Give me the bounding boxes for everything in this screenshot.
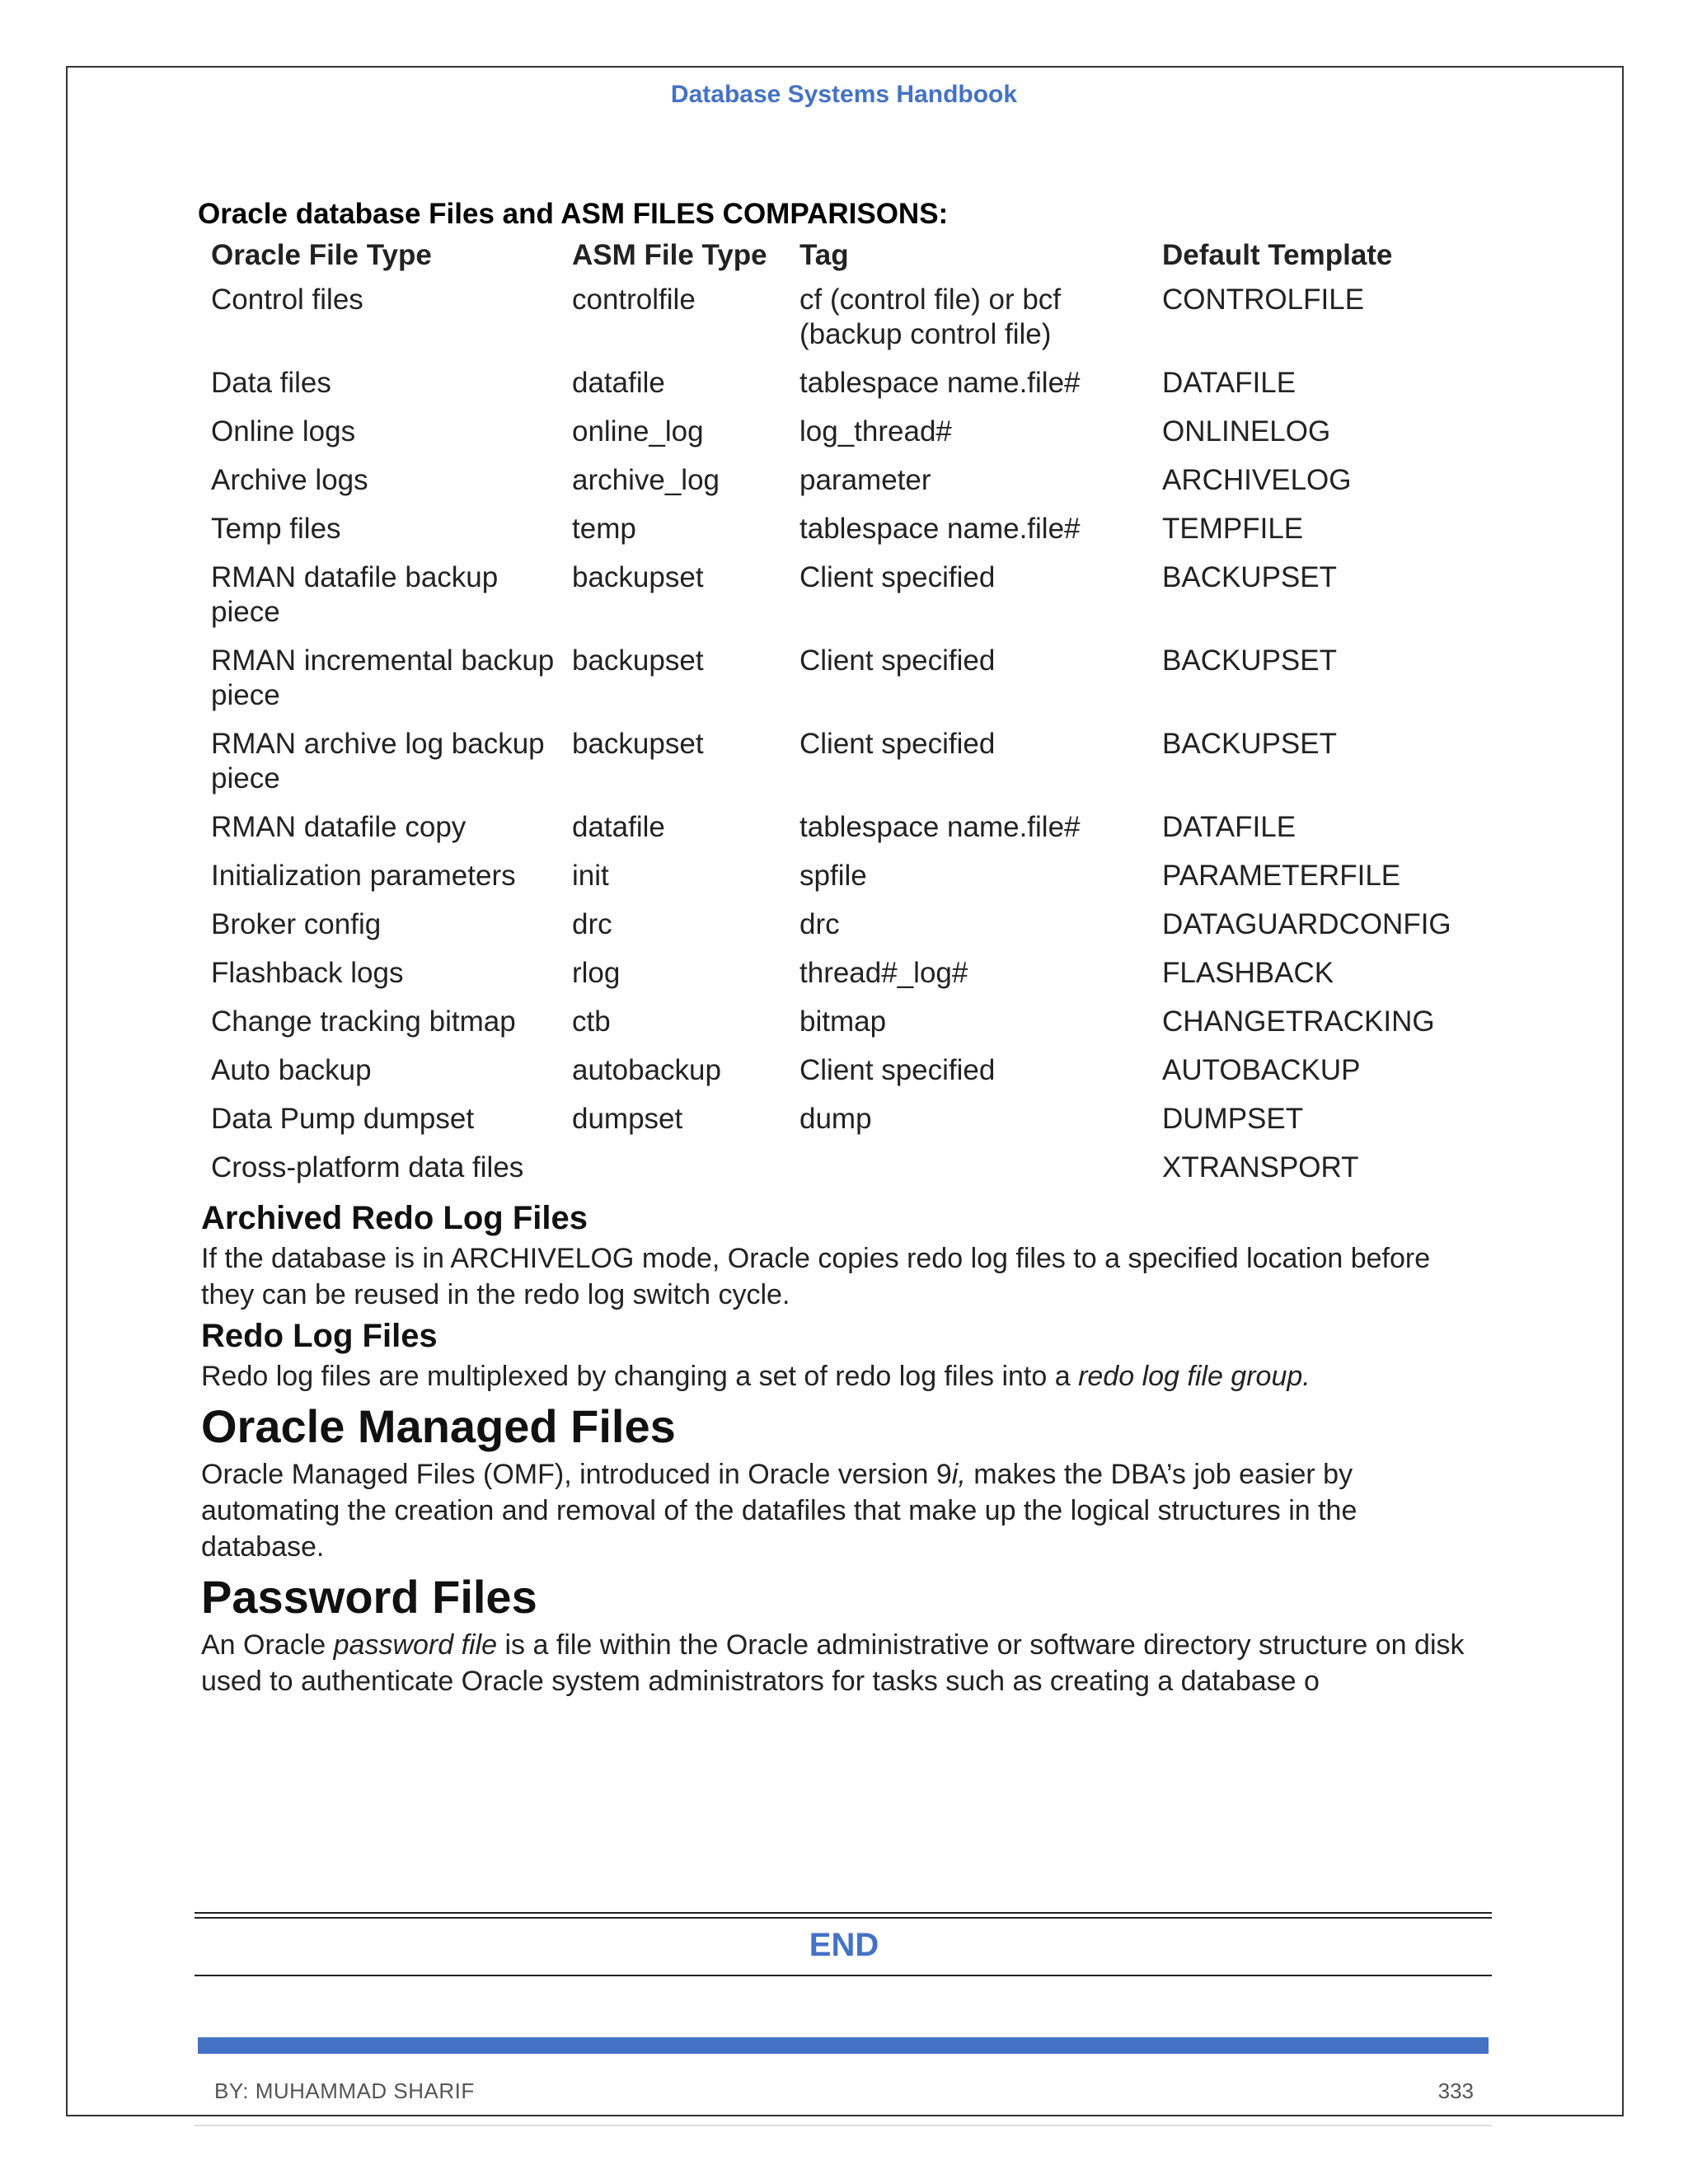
table-cell: backupset bbox=[572, 728, 704, 760]
table-cell: Temp files bbox=[211, 513, 341, 545]
table-cell: dump bbox=[799, 1103, 872, 1135]
body-emphasis: redo log file group. bbox=[1078, 1361, 1311, 1392]
body-text: Redo log files are multiplexed by changing a set of redo log files into a bbox=[201, 1361, 1079, 1392]
body-text: makes the DBA’s job easier by automating the creation and removal of the datafiles that make up the logical structures in the database. bbox=[201, 1459, 1357, 1563]
table-cell: tablespace name.file# bbox=[799, 811, 1081, 843]
table-cell: backupset bbox=[572, 561, 704, 593]
table-row bbox=[211, 1148, 1492, 1197]
table-cell: Client specified bbox=[799, 728, 996, 760]
table-row bbox=[211, 905, 1492, 954]
table-cell: backupset bbox=[572, 644, 704, 677]
table-cell: FLASHBACK bbox=[1162, 957, 1334, 989]
column-header: Default Template bbox=[1162, 239, 1393, 271]
table-row bbox=[211, 1099, 1492, 1148]
table-cell: online_log bbox=[572, 415, 704, 448]
body-text: Oracle Managed Files (OMF), introduced in Oracle version 9 bbox=[201, 1459, 952, 1490]
table-cell: Client specified bbox=[799, 1054, 996, 1086]
table-cell: RMAN datafile copy bbox=[211, 811, 467, 843]
table-row bbox=[211, 641, 1492, 724]
table-cell: Flashback logs bbox=[211, 957, 404, 989]
section-heading-omf: Oracle Managed Files bbox=[201, 1400, 676, 1452]
table-row bbox=[211, 1051, 1492, 1099]
page-number: 333 bbox=[1437, 2079, 1474, 2103]
table-cell: drc bbox=[799, 908, 840, 940]
footer-author: BY: MUHAMMAD SHARIF bbox=[214, 2079, 475, 2103]
table-cell: ctb bbox=[572, 1005, 611, 1038]
table-cell: XTRANSPORT bbox=[1162, 1151, 1359, 1183]
table-cell: Broker config bbox=[211, 908, 382, 940]
body-text: is a file within the Oracle administrative or software directory structure on disk used to authenticate Oracle system administrators for tasks such as creating a database o bbox=[201, 1629, 1465, 1697]
table-cell: datafile bbox=[572, 367, 665, 399]
table-row bbox=[211, 558, 1492, 641]
table-cell: RMAN archive log backup piece bbox=[211, 728, 545, 794]
table-cell: Online logs bbox=[211, 415, 356, 448]
table-cell: parameter bbox=[799, 464, 931, 496]
section-heading-archived-redo: Archived Redo Log Files bbox=[201, 1200, 588, 1236]
table-cell: rlog bbox=[572, 957, 621, 989]
body-text: An Oracle bbox=[201, 1629, 334, 1661]
table-cell: RMAN datafile backup piece bbox=[211, 561, 499, 628]
table-body bbox=[211, 280, 1492, 1197]
end-divider-bottom bbox=[195, 1975, 1492, 1976]
section-body-password bbox=[201, 1627, 1470, 1699]
table-cell: log_thread# bbox=[799, 415, 952, 448]
table-cell: DUMPSET bbox=[1162, 1103, 1304, 1135]
table-row bbox=[211, 808, 1492, 856]
table-cell: Archive logs bbox=[211, 464, 368, 496]
table-cell: DATAGUARDCONFIG bbox=[1162, 908, 1451, 940]
table-caption: Oracle database Files and ASM FILES COMPARISONS: bbox=[198, 198, 949, 230]
table-row bbox=[211, 363, 1492, 412]
table-cell: PARAMETERFILE bbox=[1162, 860, 1401, 892]
column-header: Tag bbox=[799, 239, 849, 271]
table-cell: spfile bbox=[799, 860, 867, 892]
section-body-archived-redo: If the database is in ARCHIVELOG mode, Oracle copies redo log files to a specified location before they can be reused in the redo log switch cycle. bbox=[201, 1243, 1431, 1310]
table-cell: CONTROLFILE bbox=[1162, 284, 1365, 316]
table-cell: autobackup bbox=[572, 1054, 721, 1086]
table-cell: tablespace name.file# bbox=[799, 367, 1081, 399]
body-emphasis: password file bbox=[333, 1629, 498, 1661]
table-cell: init bbox=[572, 860, 609, 892]
table-cell: BACKUPSET bbox=[1162, 728, 1337, 760]
table-cell: BACKUPSET bbox=[1162, 561, 1337, 593]
table-row bbox=[211, 461, 1492, 509]
table-cell: Change tracking bitmap bbox=[211, 1005, 516, 1038]
running-header: Database Systems Handbook bbox=[670, 81, 1018, 108]
table-cell: Initialization parameters bbox=[211, 860, 516, 892]
table-cell bbox=[799, 1148, 1162, 1197]
column-header: ASM File Type bbox=[572, 239, 767, 271]
table-cell: Auto backup bbox=[211, 1054, 372, 1086]
table-cell: DATAFILE bbox=[1162, 367, 1296, 399]
end-divider-top bbox=[195, 1912, 1492, 1919]
footer-rule bbox=[195, 2125, 1492, 2126]
section-body-omf bbox=[201, 1456, 1470, 1565]
table-cell: RMAN incremental backup piece bbox=[211, 644, 555, 711]
table-cell: drc bbox=[572, 908, 612, 940]
table-cell: AUTOBACKUP bbox=[1162, 1054, 1361, 1086]
footer-accent-bar bbox=[198, 2037, 1489, 2054]
table-cell: cf (control file) or bcf (backup control file) bbox=[799, 284, 1062, 350]
table-cell: controlfile bbox=[572, 284, 696, 316]
table-cell: DATAFILE bbox=[1162, 811, 1296, 843]
table-row bbox=[211, 280, 1492, 363]
body-emphasis: i, bbox=[951, 1459, 966, 1490]
page-content bbox=[198, 198, 1500, 1704]
section-heading-redo: Redo Log Files bbox=[201, 1318, 438, 1354]
table-cell: ARCHIVELOG bbox=[1162, 464, 1352, 496]
table-row bbox=[211, 509, 1492, 558]
end-label: END bbox=[809, 1927, 879, 1963]
section-body-redo bbox=[201, 1358, 1470, 1394]
table-cell: temp bbox=[572, 513, 636, 545]
table-row bbox=[211, 954, 1492, 1002]
table-cell: ONLINELOG bbox=[1162, 415, 1331, 448]
table-header-row bbox=[211, 236, 1492, 280]
table-cell: Client specified bbox=[799, 644, 996, 677]
table-row bbox=[211, 1002, 1492, 1051]
table-cell: Client specified bbox=[799, 561, 996, 593]
table-cell: tablespace name.file# bbox=[799, 513, 1081, 545]
table-cell: Control files bbox=[211, 284, 363, 316]
table-cell: thread#_log# bbox=[799, 957, 968, 989]
table-cell: Data Pump dumpset bbox=[211, 1103, 475, 1135]
table-row bbox=[211, 724, 1492, 808]
table-cell: bitmap bbox=[799, 1005, 887, 1038]
table-cell: BACKUPSET bbox=[1162, 644, 1337, 677]
table-row bbox=[211, 856, 1492, 905]
table-cell: Cross-platform data files bbox=[211, 1151, 524, 1183]
table-cell: TEMPFILE bbox=[1162, 513, 1304, 545]
column-header: Oracle File Type bbox=[211, 239, 432, 271]
table-cell bbox=[572, 1148, 799, 1197]
file-comparison-table bbox=[211, 236, 1492, 1197]
table-cell: Data files bbox=[211, 367, 331, 399]
table-cell: datafile bbox=[572, 811, 665, 843]
table-cell: CHANGETRACKING bbox=[1162, 1005, 1435, 1038]
table-cell: dumpset bbox=[572, 1103, 683, 1135]
section-heading-password: Password Files bbox=[201, 1571, 537, 1623]
table-cell: archive_log bbox=[572, 464, 720, 496]
table-row bbox=[211, 412, 1492, 461]
